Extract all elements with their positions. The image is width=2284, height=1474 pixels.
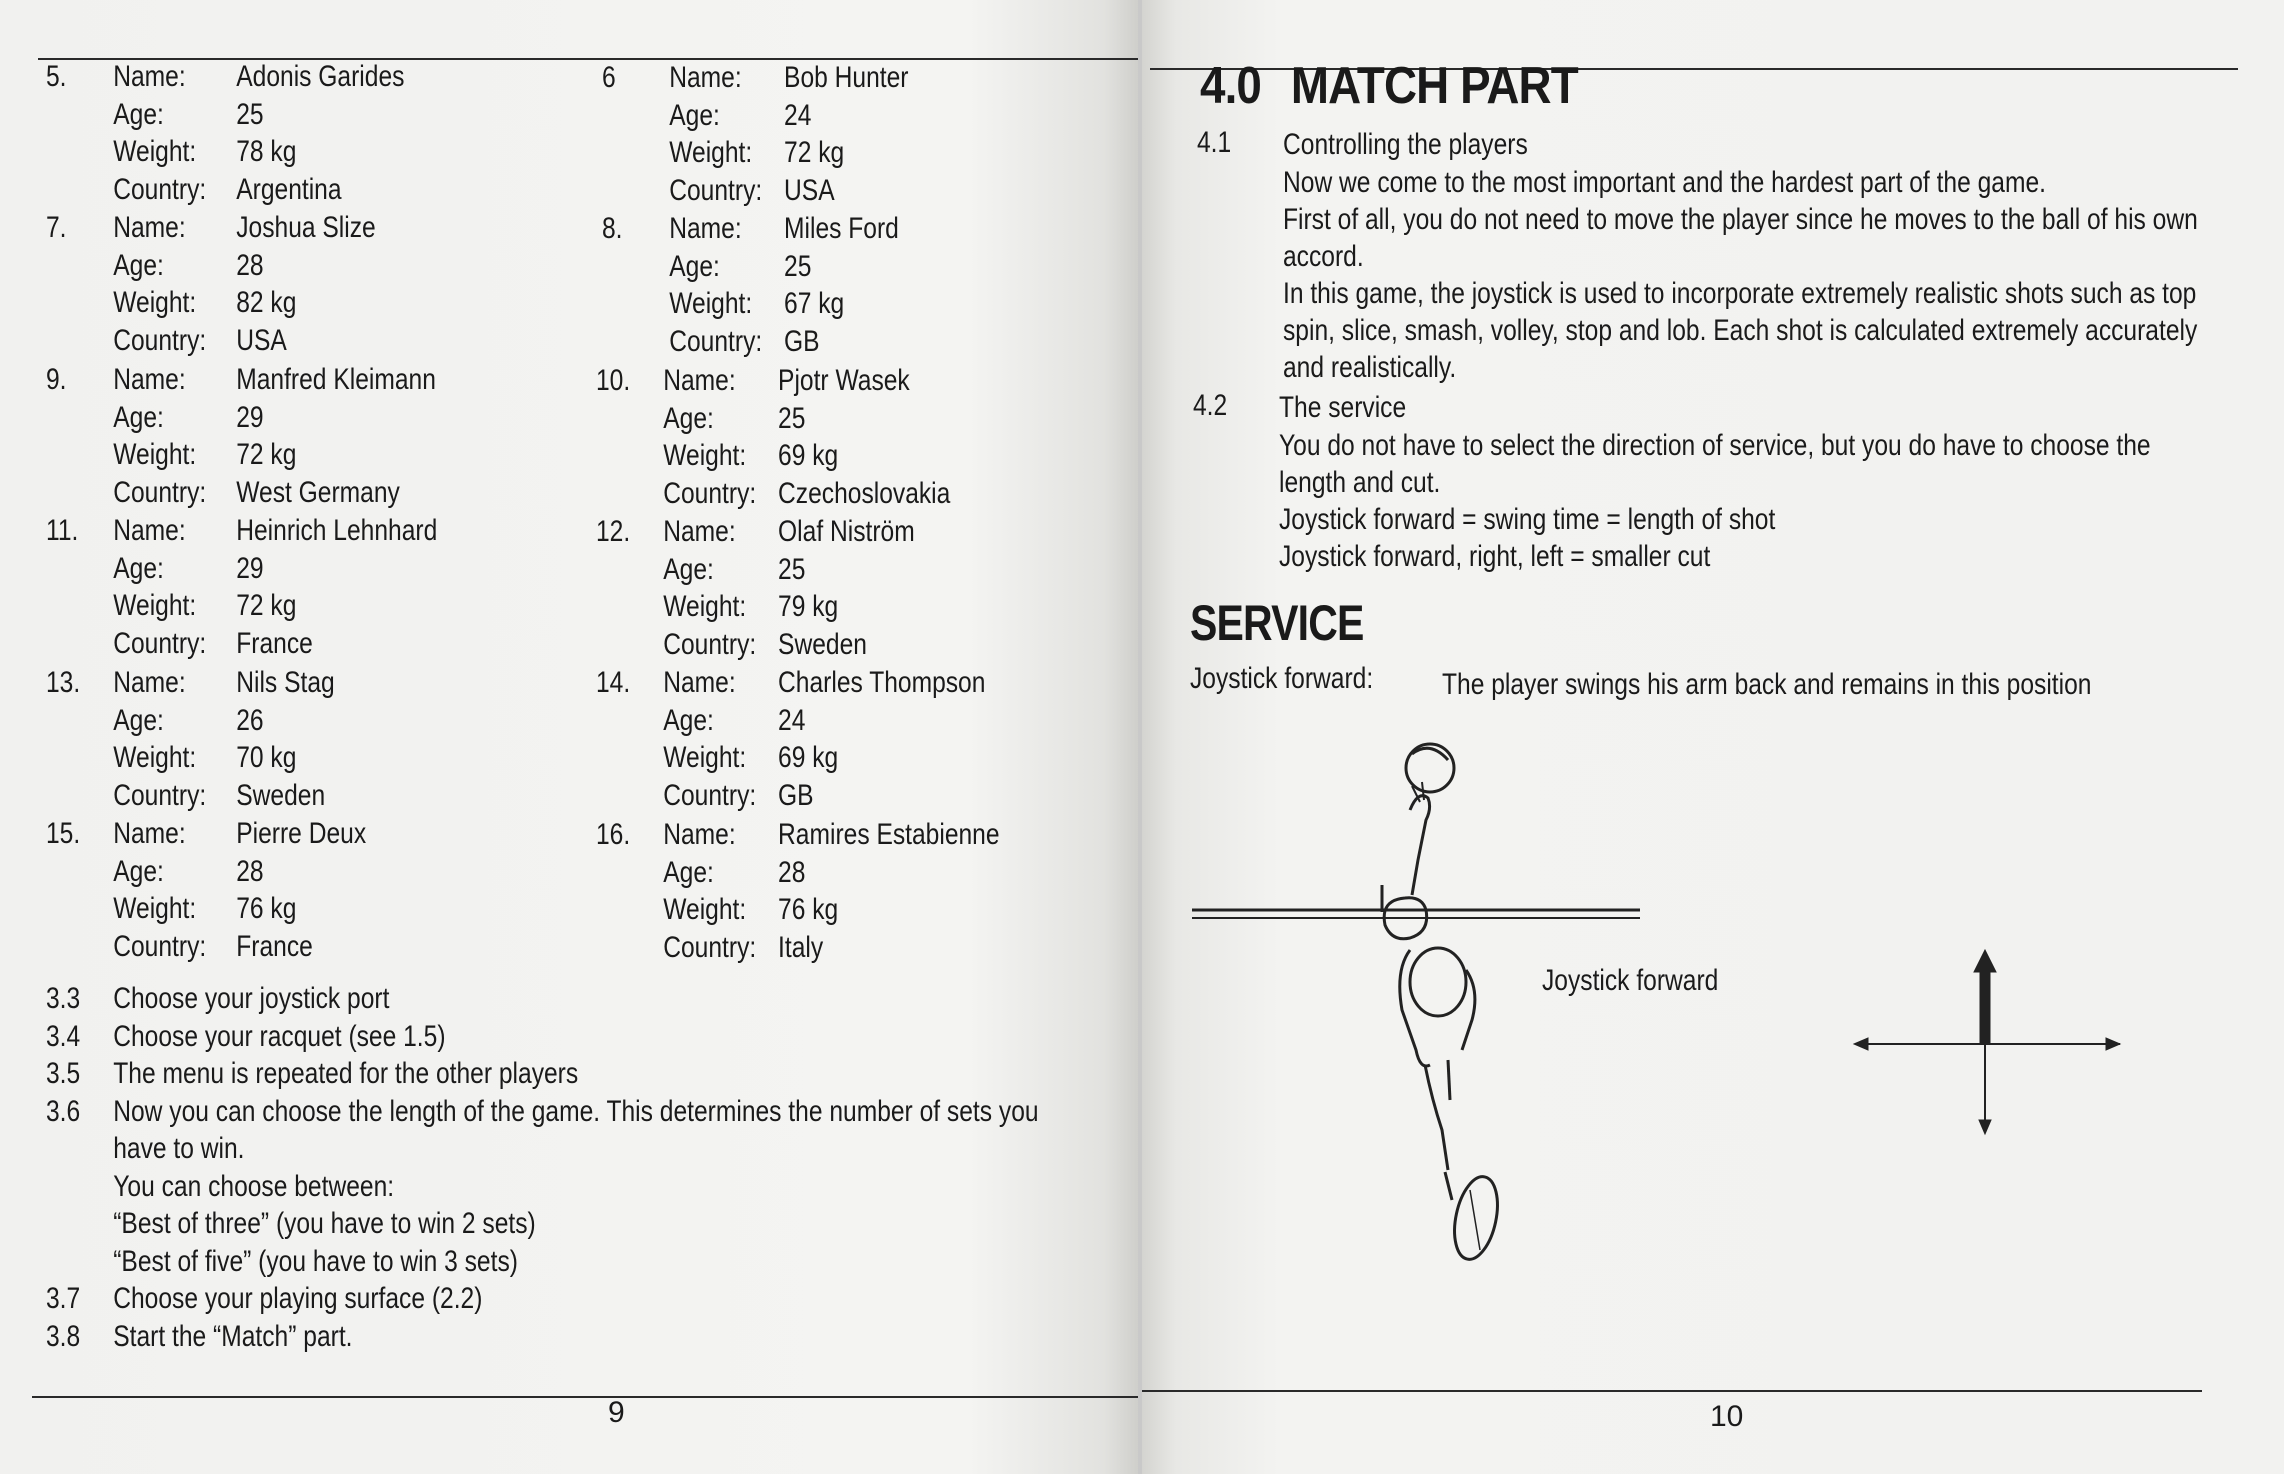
service-heading: SERVICE <box>1190 595 1364 651</box>
figure-caption: Joystick forward <box>1542 964 1719 997</box>
player-country: GB <box>778 779 814 813</box>
field-label-name: Name: <box>113 363 186 396</box>
section-4-2-title: The service <box>1279 391 1407 424</box>
player-country: USA <box>784 174 835 208</box>
field-label-age: Age: <box>113 248 164 282</box>
body-line: First of all, you do not need to move the player since he moves to the ball of his own <box>1283 203 2198 236</box>
field-label-weight: Weight: <box>113 589 197 623</box>
field-label-weight: Weight: <box>663 893 747 927</box>
body-line: Joystick forward = swing time = length of shot <box>1279 503 1776 536</box>
field-label-weight: Weight: <box>669 136 753 170</box>
player-number: 12. <box>596 515 631 548</box>
player-country: Sweden <box>236 779 326 813</box>
page-number-right: 10 <box>1710 1400 1744 1433</box>
step-text: The menu is repeated for the other players <box>113 1057 579 1090</box>
field-label-age: Age: <box>663 401 714 435</box>
player-number: 9. <box>46 363 67 396</box>
field-label-name: Name: <box>669 212 742 245</box>
player-country: Czechoslovakia <box>778 477 951 511</box>
field-label-weight: Weight: <box>663 590 747 624</box>
player-number: 10. <box>596 364 631 397</box>
field-label-age: Age: <box>663 855 714 889</box>
player-weight: 67 kg <box>784 287 845 321</box>
field-label-age: Age: <box>113 551 164 585</box>
field-label-country: Country: <box>663 931 757 965</box>
service-illustration <box>1180 720 1780 1280</box>
field-label-age: Age: <box>113 703 164 737</box>
joystick-direction-diagram <box>1850 942 2150 1162</box>
field-label-name: Name: <box>669 61 742 94</box>
player-country: West Germany <box>236 476 400 510</box>
player-country: USA <box>236 324 287 358</box>
body-line: You do not have to select the direction of service, but you do have to choose the <box>1279 429 2151 462</box>
player-country: Argentina <box>236 173 342 207</box>
player-country: Sweden <box>778 628 867 662</box>
player-age: 25 <box>778 401 806 435</box>
field-label-country: Country: <box>113 173 207 207</box>
field-label-name: Name: <box>663 364 736 397</box>
field-label-age: Age: <box>113 854 164 888</box>
player-age: 24 <box>778 703 806 737</box>
player-name: Olaf Niström <box>778 515 915 548</box>
field-label-age: Age: <box>113 400 164 434</box>
step-number: 3.3 <box>46 982 81 1015</box>
step-number: 3.6 <box>46 1094 81 1128</box>
player-country: GB <box>784 325 820 359</box>
field-label-name: Name: <box>663 515 736 548</box>
player-number: 14. <box>596 666 631 699</box>
bottom-rule-right <box>1142 1390 2202 1392</box>
player-age: 28 <box>236 248 264 282</box>
player-number: 13. <box>46 666 81 699</box>
step-number: 3.8 <box>46 1319 81 1353</box>
step-text: Choose your playing surface (2.2) <box>113 1282 483 1315</box>
step-text: Choose your racquet (see 1.5) <box>113 1019 446 1053</box>
player-name: Pierre Deux <box>236 817 367 850</box>
player-age: 29 <box>236 551 264 585</box>
page-number-left: 9 <box>608 1396 625 1429</box>
service-description: The player swings his arm back and remains in this position <box>1442 668 2092 701</box>
field-label-weight: Weight: <box>113 741 197 775</box>
player-weight: 76 kg <box>778 893 839 927</box>
step-number: 3.7 <box>46 1282 81 1315</box>
player-weight: 72 kg <box>784 136 845 170</box>
field-label-name: Name: <box>113 666 186 699</box>
field-label-name: Name: <box>113 817 186 850</box>
field-label-name: Name: <box>663 818 736 851</box>
field-label-age: Age: <box>663 552 714 586</box>
player-weight: 76 kg <box>236 892 297 926</box>
player-weight: 70 kg <box>236 741 297 775</box>
player-age: 29 <box>236 400 264 434</box>
step-text: “Best of five” (you have to win 3 sets) <box>113 1244 518 1278</box>
player-number: 15. <box>46 817 81 850</box>
field-label-weight: Weight: <box>663 439 747 473</box>
field-label-weight: Weight: <box>663 741 747 775</box>
player-country: France <box>236 627 313 661</box>
joystick-forward-bar <box>1980 966 1990 1044</box>
field-label-country: Country: <box>113 930 207 964</box>
step-text: Now you can choose the length of the game. This determines the number of sets you <box>113 1094 1039 1128</box>
player-number: 16. <box>596 818 631 851</box>
step-number: 3.5 <box>46 1057 81 1090</box>
field-label-name: Name: <box>663 666 736 699</box>
field-label-name: Name: <box>113 211 186 244</box>
field-label-country: Country: <box>113 476 207 510</box>
field-label-weight: Weight: <box>113 892 197 926</box>
player-number: 7. <box>46 211 67 244</box>
arrow-down-icon <box>1979 1120 1991 1134</box>
section-heading <box>1200 56 1578 116</box>
player-country: Italy <box>778 931 824 965</box>
arrow-right-icon <box>2106 1038 2120 1050</box>
field-label-age: Age: <box>663 703 714 737</box>
section-4-1-body <box>1283 164 2198 386</box>
body-line: In this game, the joystick is used to incorporate extremely realistic shots such as top <box>1283 277 2197 310</box>
bottom-rule <box>32 1396 1138 1398</box>
player-name: Bob Hunter <box>784 61 909 94</box>
player-age: 28 <box>236 854 264 888</box>
heading-number: 4.0 <box>1200 57 1261 115</box>
field-label-weight: Weight: <box>113 286 197 320</box>
body-line: Joystick forward, right, left = smaller cut <box>1279 540 1711 573</box>
step-text: You can choose between: <box>113 1169 395 1203</box>
player-name: Joshua Slize <box>236 211 376 244</box>
player-name: Miles Ford <box>784 212 899 245</box>
field-label-country: Country: <box>669 174 763 208</box>
body-line: accord. <box>1283 240 1364 273</box>
field-label-weight: Weight: <box>669 287 753 321</box>
player-name: Manfred Kleimann <box>236 363 436 396</box>
player-number: 6 <box>602 61 616 94</box>
field-label-country: Country: <box>663 628 757 662</box>
player-age: 25 <box>784 249 812 283</box>
step-text: Choose your joystick port <box>113 982 390 1015</box>
field-label-name: Name: <box>113 60 186 93</box>
field-label-country: Country: <box>669 325 763 359</box>
ball-icon <box>1406 744 1454 792</box>
field-label-age: Age: <box>669 249 720 283</box>
section-4-1-number: 4.1 <box>1197 126 1232 159</box>
player-age: 25 <box>236 97 264 131</box>
body-line: Now we come to the most important and the hardest part of the game. <box>1283 166 2046 199</box>
player-number: 5. <box>46 60 67 93</box>
step-text: “Best of three” (you have to win 2 sets) <box>113 1207 536 1240</box>
player-age: 28 <box>778 855 806 889</box>
player-name: Heinrich Lehnhard <box>236 514 438 547</box>
player-weight: 69 kg <box>778 741 839 775</box>
arrow-left-icon <box>1854 1038 1868 1050</box>
player-weight: 69 kg <box>778 439 839 473</box>
step-text: Start the “Match” part. <box>113 1319 353 1353</box>
field-label-weight: Weight: <box>113 135 197 169</box>
left-page <box>0 0 1138 1474</box>
section-4-1-title: Controlling the players <box>1283 128 1528 161</box>
player-age: 26 <box>236 703 264 737</box>
player-weight: 72 kg <box>236 438 297 472</box>
heading-title: MATCH PART <box>1290 57 1578 115</box>
field-label-weight: Weight: <box>113 438 197 472</box>
field-label-country: Country: <box>663 779 757 813</box>
field-label-country: Country: <box>113 779 207 813</box>
section-4-2-body <box>1279 427 2151 575</box>
field-label-country: Country: <box>113 627 207 661</box>
player-name: Charles Thompson <box>778 666 986 699</box>
body-line: and realistically. <box>1283 351 1457 384</box>
player-name: Adonis Garides <box>236 60 405 93</box>
step-text: have to win. <box>113 1132 245 1165</box>
top-rule <box>38 58 1138 60</box>
field-label-age: Age: <box>669 98 720 132</box>
player-country: France <box>236 930 313 964</box>
player-name: Pjotr Wasek <box>778 364 910 397</box>
player-number: 8. <box>602 212 623 245</box>
step-number: 3.4 <box>46 1019 81 1053</box>
player-age: 25 <box>778 552 806 586</box>
section-4-2-number: 4.2 <box>1193 389 1228 422</box>
player-name: Ramires Estabienne <box>778 818 1000 851</box>
player-weight: 72 kg <box>236 589 297 623</box>
field-label-age: Age: <box>113 97 164 131</box>
player-weight: 82 kg <box>236 286 297 320</box>
field-label-country: Country: <box>113 324 207 358</box>
player-name: Nils Stag <box>236 666 335 699</box>
body-line: length and cut. <box>1279 466 1441 499</box>
service-term: Joystick forward: <box>1190 662 1374 695</box>
body-line: spin, slice, smash, volley, stop and lob. Each shot is calculated extremely accurately <box>1283 314 2198 347</box>
field-label-name: Name: <box>113 514 186 547</box>
player-age: 24 <box>784 98 812 132</box>
player-number: 11. <box>46 514 79 547</box>
player-weight: 78 kg <box>236 135 297 169</box>
player-weight: 79 kg <box>778 590 839 624</box>
field-label-country: Country: <box>663 477 757 511</box>
arrow-up-icon <box>1974 950 1996 972</box>
